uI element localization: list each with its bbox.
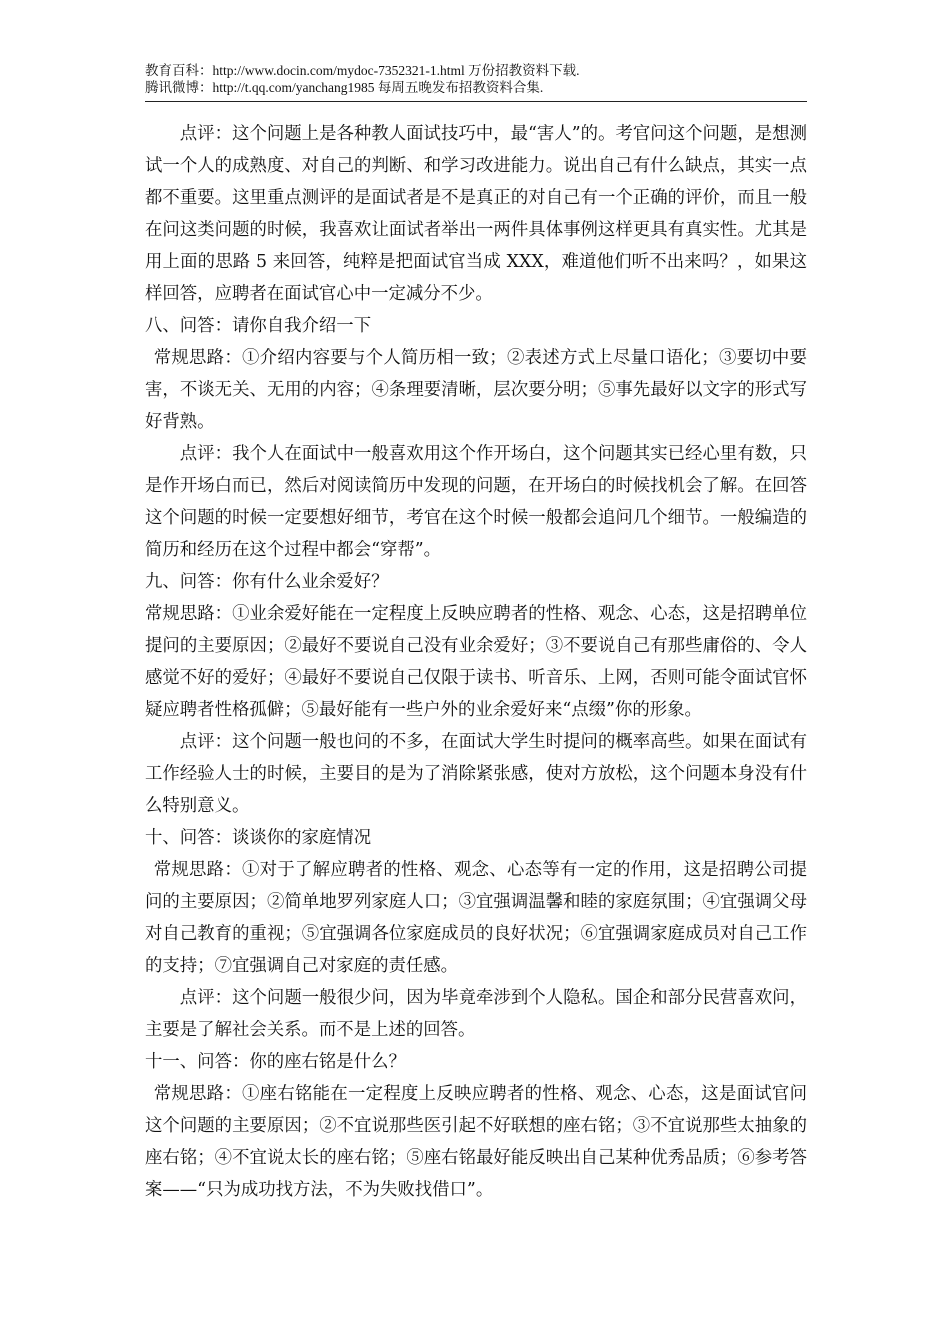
- approach-paragraph-11: 常规思路：①座右铭能在一定程度上反映应聘者的性格、观念、心态，这是面试官问这个问题的主要原因；②不宜说那些医引起不好联想的座右铭；③不宜说那些太抽象的座右铭；④不宜说太长的座右铭；⑤座右铭最好能反映出自己某种优秀品质；⑥参考答案——“只为成功找方法，不为失败找借口”。: [145, 1084, 807, 1200]
- comment-paragraph-8: 点评：我个人在面试中一般喜欢用这个作开场白，这个问题其实已经心里有数，只是作开场白而已，然后对阅读简历中发现的问题，在开场白的时候找机会了解。在回答这个问题的时候一定要想好细节，考官在这个时候一般都会追问几个细节。一般编造的简历和经历在这个过程中都会“穿帮”。: [145, 444, 807, 560]
- header-divider: [145, 101, 807, 102]
- question-heading-8: 八、问答：请你自我介绍一下: [145, 316, 372, 336]
- question-heading-10: 十、问答：谈谈你的家庭情况: [145, 828, 372, 848]
- approach-paragraph-9: 常规思路：①业余爱好能在一定程度上反映应聘者的性格、观念、心态，这是招聘单位提问的主要原因；②最好不要说自己没有业余爱好；③不要说自己有那些庸俗的、令人感觉不好的爱好；④最好不要说自己仅限于读书、听音乐、上网，否则可能令面试官怀疑应聘者性格孤僻；⑤最好能有一些户外的业余爱好来“点缀”你的形象。: [145, 604, 807, 720]
- question-heading-9: 九、问答：你有什么业余爱好？: [145, 572, 389, 592]
- header-line-weibo: 腾讯微博：http://t.qq.com/yanchang1985 每周五晚发布招教资料合集.: [145, 80, 544, 95]
- approach-paragraph-8: 常规思路：①介绍内容要与个人简历相一致；②表述方式上尽量口语化；③要切中要害，不谈无关、无用的内容；④条理要清晰，层次要分明；⑤事先最好以文字的形式写好背熟。: [145, 348, 807, 432]
- question-heading-11: 十一、问答：你的座右铭是什么？: [145, 1052, 406, 1072]
- comment-paragraph-9: 点评：这个问题一般也问的不多，在面试大学生时提问的概率高些。如果在面试有工作经验人士的时候，主要目的是为了消除紧张感，使对方放松，这个问题本身没有什么特别意义。: [145, 732, 807, 816]
- page-header: [145, 62, 807, 96]
- comment-paragraph-10: 点评：这个问题一般很少问，因为毕竟牵涉到个人隐私。国企和部分民营喜欢问，主要是了解社会关系。而不是上述的回答。: [145, 988, 807, 1040]
- document-body: [145, 118, 807, 1206]
- header-line-docin: 教育百科：http://www.docin.com/mydoc-7352321-1.html 万份招教资料下载.: [145, 63, 580, 78]
- approach-paragraph-10: 常规思路：①对于了解应聘者的性格、观念、心态等有一定的作用，这是招聘公司提问的主要原因；②简单地罗列家庭人口；③宜强调温馨和睦的家庭氛围；④宜强调父母对自己教育的重视；⑤宜强调各位家庭成员的良好状况；⑥宜强调家庭成员对自己工作的支持；⑦宜强调自己对家庭的责任感。: [145, 860, 807, 976]
- comment-paragraph-7: 点评：这个问题上是各种教人面试技巧中，最“害人”的。考官问这个问题，是想测试一个人的成熟度、对自己的判断、和学习改进能力。说出自己有什么缺点，其实一点都不重要。这里重点测评的是面试者是不是真正的对自己有一个正确的评价，而且一般在问这类问题的时候，我喜欢让面试者举出一两件具体事例这样更具有真实性。尤其是用上面的思路 5 来回答，纯粹是把面试官当成 XXX，难道他们听不出来吗？，如果这样回答，应聘者在面试官心中一定减分不少。: [145, 124, 807, 304]
